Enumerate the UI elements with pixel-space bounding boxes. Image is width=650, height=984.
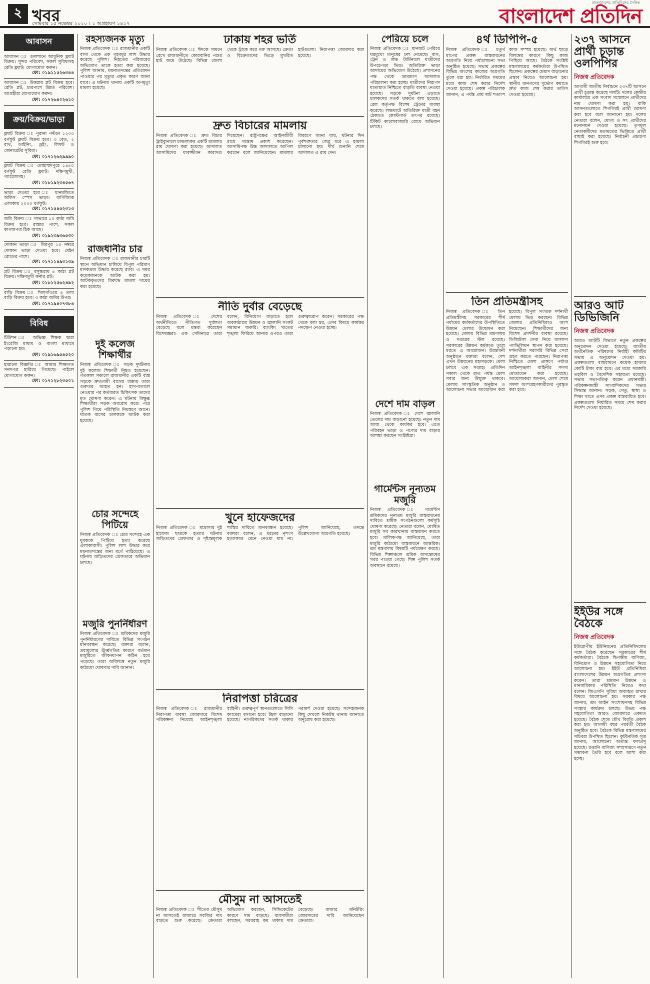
column-rule [571, 34, 572, 978]
story-headline: ৪র্থ ডিপিপি-৫ [475, 34, 539, 46]
classified-ad-text: ফ্ল্যাট বিক্রয় ঃ মোহাম্মদপুরে ১৪৫০ বর্গফুট রেডি ফ্ল্যাট। দক্ষিণমুখী, গ্যারেজসহ। [4, 164, 74, 181]
classified-ad [4, 163, 74, 189]
story-byline: নিজস্ব প্রতিবেদক [574, 74, 615, 81]
classified-ad [4, 131, 74, 163]
story-eight-divisions [574, 300, 646, 600]
classifieds-column [4, 34, 74, 978]
classified-list-rent [4, 131, 74, 310]
separator [156, 297, 364, 298]
classified-ad [4, 361, 74, 387]
story-body: নিজস্ব প্রতিবেদক ঃ মাদ্রাসার দুই হাফেজ ছাত্রকে হত্যার ঘটনায় জড়িতদের গ্রেফতার ও দৃষ্টান্তমূলক শাস্তির দাবিতে মানববন্ধন হয়েছে। বক্তারা বলেন, এ ধরনের নৃশংস হত্যাকাণ্ড মেনে নেওয়া যায় না। পুলিশ জানিয়েছে, তদন্তে উল্লেখযোগ্য অগ্রগতি হয়েছে। [156, 526, 364, 543]
classified-ad-text: আবাসন ঃ গুলশানে আধুনিক ফ্ল্যাট বিক্রয়। সুন্দর পরিবেশ, সকল সুবিধাসহ রেডি ফ্ল্যাট। যোগাযোগ করুন। [4, 54, 74, 71]
section-title: খবর [32, 6, 61, 25]
classified-ad-phone: ফো: ০১৯১৩৯৩৬৫৩০ [32, 233, 74, 239]
story-headline: খুনে হাফেজদের [225, 512, 295, 524]
story-speedy-trial [156, 120, 364, 295]
story-body: নিজস্ব প্রতিবেদক ঃ দেশের অর্থনীতিতে নীতিগত দুর্বলতা বেড়েছে বলে মন্তব্য করেছেন বিশেষজ্ঞরা। এক সেমিনারে তারা বলেন, বিনিয়োগ বাড়াতে হলে অবকাঠামো উন্নয়ন ও জ্বালানি সংকট সমাধান জরুরি। ব্যাংকিং খাতের শৃঙ্খলা ফিরিয়ে আনার ওপরও তারা গুরুত্বারোপ করেন। সরকারের পক্ষ থেকে বলা হয়, এসব বিষয়ে কার্যকর পদক্ষেপ নেওয়া হচ্ছে। [156, 315, 364, 337]
story-headline: তিন প্রতিমন্ত্রীসহ [471, 296, 543, 308]
classified-ad-phone: ফো: ০১৯১১৫২৬৩৪৪ [32, 71, 74, 77]
story-hafez-murder [156, 512, 364, 687]
classified-ad-phone: ফো: ০১৭১২৬২৯৯৯০ [32, 154, 74, 160]
classified-ad [4, 189, 74, 215]
story-price-hike [370, 399, 440, 479]
classified-ad-phone: ফো: ০১৮১৯২৩৪৫৬৭ [32, 181, 74, 186]
classified-ad-text: ফ্ল্যাট বিক্রয় ঃ পুরানা পল্টনে ১২০০ বর্গফুট ফ্ল্যাট বিক্রয় হবে। ৩ বেড, ২ বাথ, ডাইনিং, ড্রইং, লিফট ও জেনারেটর সুবিধা। [4, 132, 74, 155]
classified-ad-phone: ফো: ০১৯১৬৯৫৪৫২০ [32, 353, 74, 359]
classified-ad-phone: ফো: ০১৭১৯৪০৭৩৮৪ [32, 301, 74, 307]
separator [446, 292, 568, 293]
story-headline: মৌসুম না আসতেই [218, 894, 302, 906]
story-headline: দ্রুত বিচারের মামলায় [213, 120, 307, 132]
story-dhaka-city [156, 34, 364, 114]
story-headline: ২৩৭ আসনে প্রার্থী চূড়ান্ত ওলপিপির [574, 34, 631, 70]
classified-ad-text: হারানো বিজ্ঞপ্তি ঃ আমার শিক্ষাগত সনদপত্র হারিয়ে গিয়েছে। পাইলে যোগাযোগ করুন। [4, 362, 74, 379]
story-body: নিজস্ব প্রতিবেদক ঃ শ্রমিকদের মজুরি পুনর্নির্ধারণের দাবিতে বিভিন্ন সংগঠন মানববন্ধন করেছে। বক্তারা বলেন, দ্রব্যমূল্যের ঊর্ধ্বগতির কারণে বর্তমান মজুরিতে জীবনযাপন কঠিন হয়ে পড়েছে। তারা অবিলম্বে নতুন মজুরি কাঠামো ঘোষণার দাবি জানান। [80, 632, 150, 671]
story-headline: মজুরি পুনর্নির্ধারণ [82, 619, 148, 630]
classified-ad [4, 79, 74, 105]
story-body: নিজস্ব প্রতিবেদক ঃ রাজধানীর একটি বাসা থেকে এক গৃহবধূর লাশ উদ্ধার করেছে পুলিশ। নিহতের পরিবারের অভিযোগ তাকে হত্যা করা হয়েছে। পুলিশ জানায়, ময়নাতদন্তের প্রতিবেদন পাওয়ার পর মৃত্যুর প্রকৃত কারণ জানা যাবে। এ ঘটনায় থানায় একটি অপমৃত্যু মামলা হয়েছে। [80, 47, 150, 92]
story-headline: চোর সন্দেহে পিটিয়ে [91, 509, 139, 531]
classified-ad [4, 53, 74, 79]
masthead [0, 0, 650, 28]
story-headline: আরও আট ডিভিজিনি [574, 300, 624, 324]
story-body: আরও আটটি বিভাগে নতুন প্রকল্পের অনুমোদন দেওয়া হয়েছে। জাতীয় অর্থনৈতিক পরিষদের নির্বাহী কমিটির সভায় এ অনুমোদন দেওয়া হয়। প্রকল্পগুলো বাস্তবায়নে কয়েক হাজার কোটি টাকা ব্যয় হবে। এর মধ্যে সরকারি তহবিল ও বৈদেশিক সহায়তা রয়েছে। সভায় সভাপতিত্ব করেন প্রধানমন্ত্রী। পরিকল্পনামন্ত্রী সাংবাদিকদের সভার সিদ্ধান্ত জানান। সড়ক, সেতু, স্বাস্থ্য ও শিক্ষা খাতে এসব প্রকল্প বাস্তবায়িত হবে। প্রকল্পগুলো নির্ধারিত সময়ে শেষ করার নির্দেশ দেওয়া হয়েছে। [574, 339, 646, 412]
story-headline: ঢাকায় শহর ভর্তি [223, 34, 297, 46]
separator [156, 689, 364, 690]
story-thief-suspicion [80, 509, 150, 614]
classified-header-rent: ক্রয়/বিক্রয়/ভাড়া [4, 112, 74, 129]
story-headline: ইইউর সঙ্গে বৈঠকে [574, 606, 623, 630]
classified-ad [4, 215, 74, 241]
classified-ad [4, 268, 74, 289]
classified-ad-phone: ফো: ০১৭২৬৪০২৬১০ [32, 97, 74, 103]
story-body: নিজস্ব প্রতিবেদক ঃ রাজধানীর চারটি স্থানে অভিযান চালিয়ে বিপুল পরিমাণ মাদকদ্রব্য উদ্ধার করেছে র‍্যাব। এ সময় কয়েকজনকে আটক করা হয়। আটককৃতদের বিরুদ্ধে মামলা দায়ের করা হয়েছে। [80, 257, 150, 290]
story-headline: দুই কলেজ শিক্ষার্থীর [95, 339, 135, 361]
separator [156, 890, 364, 891]
story-season-prices [156, 894, 364, 978]
story-237-seats [574, 34, 646, 294]
column-7-8 [446, 34, 568, 978]
story-two-students [80, 339, 150, 504]
story-byline: নিজস্ব প্রতিবেদক [574, 634, 615, 641]
classified-ad-text: ভাড়া দেওয়া হবে ঃ ধানমন্ডিতে অফিস স্পেস ভাড়া। বাণিজ্যিক এলাকায় ২০০০ বর্গফুট। [4, 190, 74, 207]
story-body: নিজস্ব প্রতিবেদক ঃ তিন প্রতিমন্ত্রীসহ সরকারের শীর্ষ পর্যায়ের কর্মকর্তাদের উপস্থিতিতে উন্নয়ন মেলার উদ্বোধন করা হয়েছে। মেলায় বিভিন্ন মন্ত্রণালয় ও দপ্তরের স্টল রয়েছে। সরকারের উন্নয়ন কর্মকাণ্ড তুলে ধরতে এ আয়োজন। উদ্বোধনী অনুষ্ঠানে বক্তারা বলেন, দেশ এখন উন্নয়নের মহাসড়কে। মেলা চলবে এক সপ্তাহ। প্রতিদিন সকাল থেকে রাত পর্যন্ত মেলা সবার জন্য উন্মুক্ত থাকবে। মেলায় সাংস্কৃতিক অনুষ্ঠান ও আলোচনা সভার আয়োজন করা হয়েছে। বিপুল সংখ্যক দর্শনার্থী মেলায় ভিড় করছেন। বিভিন্ন জেলার প্রতিনিধিরাও অংশ নিয়েছেন। শিক্ষার্থীদের জন্য বিশেষ প্রদর্শনীর ব্যবস্থা রয়েছে। ডিজিটাল সেবা নিয়ে আলাদা প্যাভিলিয়ন স্থাপন করা হয়েছে। দর্শনার্থীরা সরাসরি বিভিন্ন সেবা গ্রহণ করতে পারছেন। নিরাপত্তা নিশ্চিতে মেলা প্রাঙ্গণে পর্যাপ্ত আইনশৃঙ্খলা বাহিনীর সদস্য মোতায়েন করা হয়েছে। আয়োজকরা জানান, মেলা শেষে সফল অংশগ্রহণকারীদের পুরস্কৃত করা হবে। [446, 310, 568, 394]
story-headline: নিরাপত্তা চরিত্রের [222, 693, 298, 705]
story-body: নিজস্ব প্রতিবেদক ঃ গার্মেন্টস শ্রমিকদের নূন্যতম মজুরি বাস্তবায়নের দাবিতে শ্রমিক সংগঠনগুলো কর্মসূচি ঘোষণা করেছে। নেতারা বলেন, ঘোষিত মজুরি সব কারখানায় বাস্তবায়ন করতে হবে। মালিকপক্ষ জানিয়েছে, তারা মজুরি কাঠামো বাস্তবায়নে আন্তরিক। শ্রম মন্ত্রণালয় বিষয়টি পর্যবেক্ষণ করছে। বিভিন্ন শিল্পাঞ্চলে শ্রমিক অসন্তোষের খবর পাওয়া গেছে। শিল্প পুলিশ সতর্ক অবস্থানে রয়েছে। [370, 508, 440, 569]
story-body: নিজস্ব প্রতিবেদক ঃ সড়ক দুর্ঘটনায় দুই কলেজ শিক্ষার্থী নিহত হয়েছেন। গতকাল সকালে রাজধানীর একটি ব্যস্ত সড়কে দ্রুতগামী বাসের ধাক্কায় তারা গুরুতর আহত হন। হাসপাতালে নেওয়ার পর কর্তব্যরত চিকিৎসক তাদের মৃত ঘোষণা করেন। এ ঘটনায় বিক্ষুব্ধ শিক্ষার্থীরা সড়ক অবরোধ করে। পরে পুলিশ গিয়ে পরিস্থিতি নিয়ন্ত্রণে আনে। ঘাতক বাসের চালককে আটক করা হয়েছে। [80, 363, 150, 424]
column-rule [443, 34, 444, 978]
dateline: সোমবার ১৫ নভেম্বর ২০১০ । ১ অগ্রহায়ণ ১৪১৭ [32, 21, 130, 27]
story-byline: নিজস্ব প্রতিবেদক [574, 328, 615, 335]
story-body: ইউরোপীয় ইউনিয়নের প্রতিনিধিদলের সঙ্গে বৈঠক করেছেন সরকারের শীর্ষ কর্মকর্তারা। বৈঠকে দ্বিপক্ষীয় বাণিজ্য, বিনিয়োগ ও উন্নয়ন সহযোগিতা নিয়ে আলোচনা হয়। ইইউ প্রতিনিধিরা বাংলাদেশের উন্নয়ন অগ্রগতির প্রশংসা করেন। তারা শ্রমমান উন্নয়ন ও মানবাধিকার পরিস্থিতি নিয়েও কথা বলেন। জিএসপি সুবিধা অব্যাহত রাখার বিষয়ে আলোচনা হয়। সরকার পক্ষ জানায়, শ্রম আইন সংশোধনসহ বিভিন্ন সংস্কার কার্যক্রম চলছে। উভয় পক্ষ সহযোগিতা আরও জোরদারে একমত হয়েছে। বৈঠক শেষে যৌথ বিবৃতি প্রকাশ করা হয়। আগামী বছর পরবর্তী বৈঠক অনুষ্ঠিত হবে। বৈঠকে বিভিন্ন মন্ত্রণালয়ের সচিবরা উপস্থিত ছিলেন। কূটনৈতিক সূত্র জানায়, আলোচনা অত্যন্ত ফলপ্রসূ হয়েছে। রপ্তানি বাণিজ্য সম্প্রসারণে নতুন সম্ভাবনা তৈরি হবে বলে আশা করা হচ্ছে। [574, 645, 646, 762]
story-headline: গার্মেন্টস নূন্যতম মজুরি [374, 484, 436, 506]
separator [574, 296, 646, 297]
column-rule [77, 34, 78, 978]
story-body: নিজস্ব প্রতিবেদক ঃ যানজট পেরিয়ে ঘরমুখো মানুষের ঢল নেমেছে। বাস, ট্রেন ও লঞ্চ টার্মিনালে যাত্রীদের উপচেপড়া ভিড়। অতিরিক্ত ভাড়া আদায়ের অভিযোগ উঠেছে। প্রশাসনের পক্ষ থেকে ভ্রাম্যমাণ আদালত পরিচালনা করা হচ্ছে। যাত্রীদের নিরাপদ যাতায়াত নিশ্চিতে বাড়তি ব্যবস্থা নেওয়া হয়েছে। সড়কে দুর্ঘটনা এড়াতে চালকদের সতর্ক থাকতে বলা হয়েছে। রেল কর্তৃপক্ষ বিশেষ ট্রেনের ব্যবস্থা করেছে। লঞ্চঘাটে অতিরিক্ত যাত্রী বহন ঠেকাতে কোস্টগার্ড তৎপর রয়েছে। টিকিট কালোবাজারি রোধে অভিযান চলছে। [370, 47, 440, 131]
separator [574, 602, 646, 603]
classified-header-misc: বিবিধ [4, 316, 74, 333]
story-fourth-dpp [446, 34, 568, 289]
column-9 [574, 34, 646, 978]
classified-ad-text: জমি বিক্রয় ঃ সাভারে ১০ কাঠা জমি বিক্রয় হবে। রাস্তার পাশে, সকল কাগজপত্র ঠিক আছে। [4, 216, 74, 234]
story-three-ministers [446, 296, 568, 978]
classified-ad-text: বাড়ি বিক্রয় ঃ খিলগাঁওয়ে ৪ তলা বাড়ি বিক্রয় হবে। ৩ কাঠা জমির উপর। [4, 290, 74, 302]
classified-ad-text: টিউশন ঃ অভিজ্ঞ শিক্ষক দ্বারা ইংরেজি মাধ্যম ও বাংলা মাধ্যমে পড়ানো হয়। [4, 336, 74, 353]
story-body: নিজস্ব প্রতিবেদক ঃ রাজধানীর নিরাপত্তা ব্যবস্থা জোরদারে বিশেষ পরিকল্পনা নিয়েছে আইনশৃঙ্খলা বাহিনী। গুরুত্বপূর্ণ স্থানগুলোতে সিসি ক্যামেরা বসানো হবে। টহল বাড়ানো হয়েছে। নাগরিকদের সতর্ক থাকার পরামর্শ দেওয়া হয়েছে। সন্দেহজনক কিছু দেখলে নিকটস্থ থানায় জানাতে অনুরোধ করা হয়েছে। [156, 707, 364, 724]
story-headline: পেরিয়ে চলে [381, 34, 429, 45]
classified-ad [4, 289, 74, 310]
story-body: নিজস্ব প্রতিবেদক ঃ ঈদকে সামনে রেখে রাজধানীতে কোরবানির পশুর হাট জমে উঠেছে। বিভিন্ন জেলা থেকে ট্রাকে করে গরু আসছে। ক্রেতা ও বিক্রেতাদের ভিড়ে মুখরিত হাটগুলো। নিরাপত্তা জোরদার করা হয়েছে। [156, 48, 364, 65]
story-policy-weakness [156, 301, 364, 506]
story-body: নিজস্ব প্রতিবেদক ঃ চোর সন্দেহে এক যুবককে পিটিয়ে হত্যা করেছে এলাকাবাসী। পুলিশ লাশ উদ্ধার করে ময়নাতদন্তের জন্য মর্গে পাঠিয়েছে। এ ঘটনায় জড়িতদের গ্রেফতারে অভিযান চলছে। [80, 533, 150, 566]
column-3-5 [156, 34, 364, 978]
classified-header-housing: আবাসন [4, 34, 74, 51]
column-2 [80, 34, 150, 978]
story-body: নিজস্ব প্রতিবেদক ঃ চতুর্থ ধাপের প্রকল্প বাস্তবায়নের অগ্রগতি নিয়ে পর্যালোচনা সভা অনুষ্ঠিত হয়েছে। সভায় প্রকল্পের বিভিন্ন অংশের কাজের অগ্রগতি তুলে ধরা হয়। নির্ধারিত সময়ের মধ্যে কাজ শেষ করার নির্দেশ দেওয়া হয়েছে। প্রকল্প পরিচালক জানান, এ পর্যন্ত প্রায় ষাট শতাংশ কাজ সম্পন্ন হয়েছে। অর্থ ছাড়ে বিলম্বের কারণে কিছু কাজ পিছিয়ে আছে। বৈঠকে সংশ্লিষ্ট মন্ত্রণালয়ের কর্মকর্তারা উপস্থিত ছিলেন। প্রকল্পের মেয়াদ বাড়ানোর প্রস্তাব নিয়েও আলোচনা হয়। স্থানীয় জনগণের দুর্ভোগ কমাতে দ্রুত কাজ শেষ করার তাগিদ দেওয়া হয়েছে। [446, 48, 568, 98]
classified-ad-text: প্লট বিক্রয় ঃ বসুন্ধরায় ৫ কাঠা প্লট বিক্রয়। দক্ষিণমুখী কর্নার প্লট। [4, 269, 74, 281]
page-number: ২ [8, 4, 28, 24]
classified-ad [4, 335, 74, 361]
story-security-plan [156, 693, 364, 888]
classified-ad-phone: ফো: ০১৭১৫৪৫২৩১৩ [32, 207, 74, 213]
story-body: নিজস্ব প্রতিবেদক ঃ শীতের মৌসুম না আসতেই বাজারে সবজির দাম বাড়তে শুরু করেছে। ক্রেতারা অভিযোগ করছেন, সিন্ডিকেটের কারণে দাম বাড়ছে। ব্যবসায়ীরা বলছেন, সরবরাহ কম থাকায় দাম বেড়েছে। বাজার মনিটরিং জোরদারের দাবি জানিয়েছেন ক্রেতারা। [156, 908, 364, 925]
classified-ad-phone: ফো: ০১৮১২৫৬২৪৯২ [32, 280, 74, 286]
logo-tagline: বাংলাদেশের প্রতিদিনের দৈনিক [591, 0, 640, 5]
story-garment-wage [370, 484, 440, 978]
story-wage-revision [80, 619, 150, 739]
story-body: আগামী জাতীয় নির্বাচনে ২৩৭টি আসনে প্রার্থী চূড়ান্ত করেছে দলটি। দলের কেন্দ্রীয় কার্যালয়ে এক সংবাদ সম্মেলনে প্রার্থীদের নাম ঘোষণা করা হয়। বাকি আসনগুলোতে শিগগিরই প্রার্থী ঘোষণা করা হবে বলে জানানো হয়। দলের নেতারা বলেন, যোগ্য ও সৎ প্রার্থীদের মনোনয়ন দেওয়া হয়েছে। তৃণমূল নেতাকর্মীদের মতামতের ভিত্তিতে প্রার্থী বাছাই করা হয়েছে। নির্বাচনী প্রচারণা শিগগিরই শুরু হবে। [574, 85, 646, 146]
classified-ad-phone: ফো: ০১৭১১৪৯৩১৩৯ [32, 260, 74, 266]
story-body: নিজস্ব প্রতিবেদক ঃ দ্রুত বিচার ট্রাইব্যুনালে চাঞ্চল্যকর একটি মামলার রায় ঘোষণা করা হয়েছে। আদালত আসামিদের যাবজ্জীবন কারাদণ্ড দিয়েছেন। রাষ্ট্রপক্ষের আইনজীবী রায়ে সন্তোষ প্রকাশ করেছেন। আসামিপক্ষ উচ্চ আদালতে আপিল করবেন বলে জানিয়েছেন। মামলার বিবরণে জানা যায়, ঘটনার দিন পূর্বশত্রুতার জের ধরে এ হামলা চালানো হয়। দীর্ঘ শুনানি শেষে আদালত এ রায় দেন। [156, 134, 364, 156]
column-6 [370, 34, 440, 978]
story-eu-meeting [574, 606, 646, 978]
newspaper-logo: বাংলাদেশ প্রতিদিন [499, 4, 642, 28]
story-headline: দেশে দাম বাড়ল [375, 399, 435, 410]
separator [156, 508, 364, 509]
story-headline: নীতি দুর্বার বেড়েছে [218, 301, 302, 313]
story-crossing [370, 34, 440, 394]
story-body: নিজস্ব প্রতিবেদক ঃ দেশে জ্বালানি তেলের দাম বাড়ানো হয়েছে। নতুন দাম আজ থেকে কার্যকর হবে। এতে পরিবহন ভাড়া ও পণ্যের দাম বাড়ার আশঙ্কা করছেন সংশ্লিষ্টরা। [370, 412, 440, 440]
classified-ad [4, 242, 74, 268]
column-rule [153, 34, 154, 978]
story-mysterious-death [80, 34, 150, 239]
classified-list-misc [4, 335, 74, 388]
story-headline: রাজধানীর চার [87, 244, 143, 255]
separator [156, 116, 364, 117]
classified-ad-text: আবাসন ঃ উত্তরায় প্লট বিক্রয় হবে। রেডি প্লট, চারপাশে উন্নত পরিবেশ। আগ্রহীরা যোগাযোগ করুন। [4, 80, 74, 98]
column-rule [367, 34, 368, 978]
classified-list-housing [4, 53, 74, 106]
story-capital-four [80, 244, 150, 334]
story-headline: রহস্যজনক মৃত্যু [85, 34, 145, 45]
classified-ad-text: দোকান ভাড়া ঃ মিরপুর ১০ নম্বরে দোকান ভাড়া দেওয়া হবে। মেইন রোডের পাশে। [4, 243, 74, 260]
classified-ad-phone: ফো: ০১৭১২৮২৩৫০১ [32, 379, 74, 385]
